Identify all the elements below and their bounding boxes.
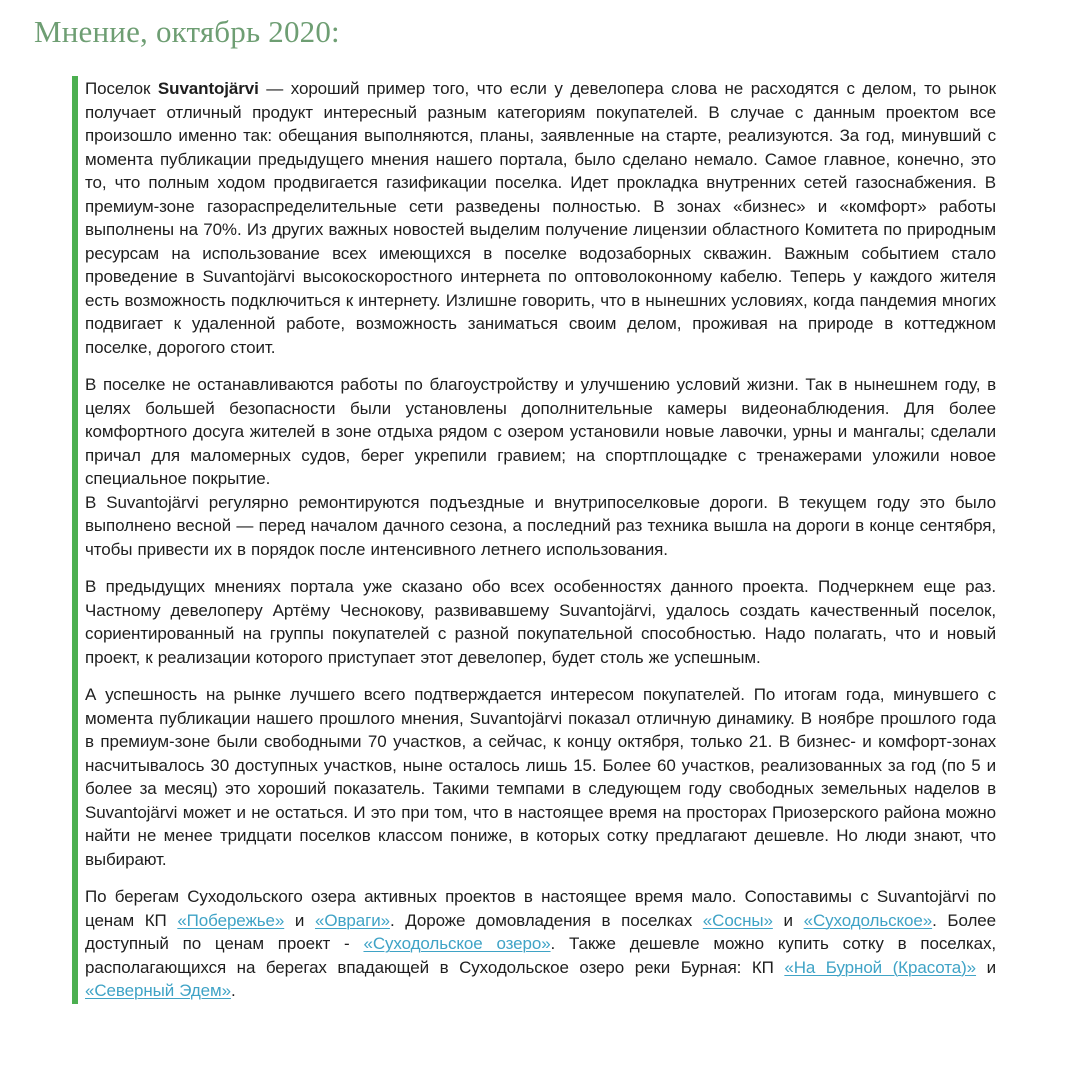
paragraph-1 bbox=[85, 77, 996, 359]
text-segment: . Дороже домовладения в поселках bbox=[389, 910, 703, 930]
paragraph-4 bbox=[85, 683, 996, 871]
link-severny-edem[interactable]: «Северный Эдем» bbox=[85, 981, 231, 1000]
link-na-burnoy-krasota[interactable]: «На Бурной (Красота)» bbox=[784, 957, 977, 977]
link-sosny[interactable]: «Сосны» bbox=[702, 910, 773, 930]
text-segment: и bbox=[976, 957, 996, 977]
opinion-blockquote bbox=[72, 76, 996, 1004]
bold-text: Suvantojärvi bbox=[157, 79, 259, 98]
page-title: Мнение, октябрь 2020: bbox=[34, 14, 340, 49]
paragraph-2 bbox=[85, 373, 996, 561]
text-segment: и bbox=[284, 910, 315, 930]
text-segment: — хороший пример того, что если у девелопера слова не расходятся с делом, то рынок получает отличный продукт интересный разным категориям покупателей. В случае с данным проектом все произошло именно так: обещания выполняются, планы, заявленные на старте, реализуются. За год, минувший с момента публикации предыдущего мнения нашего портала, было сделано немало. Самое главное, конечно, это то, что полным ходом продвигается газификации поселка. Идет прокладка внутренних сетей газоснабжения. В премиум-зоне газораспределительные сети разведены полностью. В зонах «бизнес» и «комфорт» работы выполнены на 70%. Из других важных новостей выделим получение лицензии областного Комитета по природным ресурсам на использование всех имеющихся в поселке водозаборных скважин. Важным событием стало проведение в Suvantojärvi высокоскоростного интернета по оптоволоконному кабелю. Теперь у каждого жителя есть возможность подключиться к интернету. Излишне говорить, что в нынешних условиях, когда пандемия многих подвигает к удаленной работе, возможность заниматься своим делом, проживая на природе в коттеджном поселке, дорогого стоит. bbox=[85, 79, 996, 357]
link-sukhodolskoye-ozero[interactable]: «Суходольское озеро» bbox=[363, 934, 551, 953]
text-segment: Поселок bbox=[85, 79, 158, 98]
link-poberezhye[interactable]: «Побережье» bbox=[177, 910, 285, 930]
text-segment: По берегам Суходольского озера активных проектов в настоящее время мало. Сопоставимы с Suvantojärvi по ценам КП bbox=[85, 887, 996, 930]
text-segment: . Более доступный по ценам проект - bbox=[85, 910, 996, 953]
link-ovragi[interactable]: «Овраги» bbox=[314, 910, 390, 930]
text-segment: . bbox=[230, 981, 236, 1000]
text-segment: В предыдущих мнениях портала уже сказано обо всех особенностях данного проекта. Подчеркнем еще раз. Частному девелоперу Артёму Чеснокову, развивавшему Suvantojärvi, удалось создать качественный поселок, сориентированный на группы покупателей с разной покупательной способностью. Надо полагать, что и новый проект, к реализации которого приступает этот девелопер, будет столь же успешным. bbox=[85, 577, 996, 667]
paragraph-5 bbox=[85, 885, 996, 1003]
text-segment: В поселке не останавливаются работы по благоустройству и улучшению условий жизни. Так в нынешнем году, в целях большей безопасности были установлены дополнительные камеры видеонаблюдения. Для более комфортного досуга жителей в зоне отдыха рядом с озером установили новые лавочки, урны и мангалы; сделали причал для маломерных судов, берег укрепили гравием; на спортплощадке с тренажерами уложили новое специальное покрытие. bbox=[85, 375, 996, 488]
article-body bbox=[85, 77, 996, 1003]
paragraph-3 bbox=[85, 575, 996, 669]
text-segment: В Suvantojärvi регулярно ремонтируются подъездные и внутрипоселковые дороги. В текущем году это было выполнено весной — перед началом дачного сезона, а последний раз техника вышла на дороги в конце сентября, чтобы привести их в порядок после интенсивного летнего использования. bbox=[85, 492, 996, 559]
text-segment: . Также дешевле можно купить сотку в поселках, располагающихся на берегах впадающей в Суходольское озеро реки Бурная: КП bbox=[85, 934, 996, 977]
text-segment: А успешность на рынке лучшего всего подтверждается интересом покупателей. По итогам года, минувшего с момента публикации нашего прошлого мнения, Suvantojärvi показал отличную динамику. В ноябре прошлого года в премиум-зоне были свободными 70 участков, а сейчас, к концу октября, только 21. В бизнес- и комфорт-зонах насчитывалось 30 доступных участков, ныне осталось лишь 15. Более 60 участков, реализованных за год (по 5 и более за месяц) это хороший показатель. Такими темпами в следующем году свободных земельных наделов в Suvantojärvi может и не остаться. И это при том, что в настоящее время на просторах Приозерского района можно найти не менее тридцати поселков классом пониже, в которых сотку предлагают дешевле. Но люди знают, что выбирают. bbox=[85, 685, 996, 869]
link-sukhodolskoye[interactable]: «Суходольское» bbox=[803, 910, 933, 930]
text-segment: и bbox=[772, 910, 804, 930]
